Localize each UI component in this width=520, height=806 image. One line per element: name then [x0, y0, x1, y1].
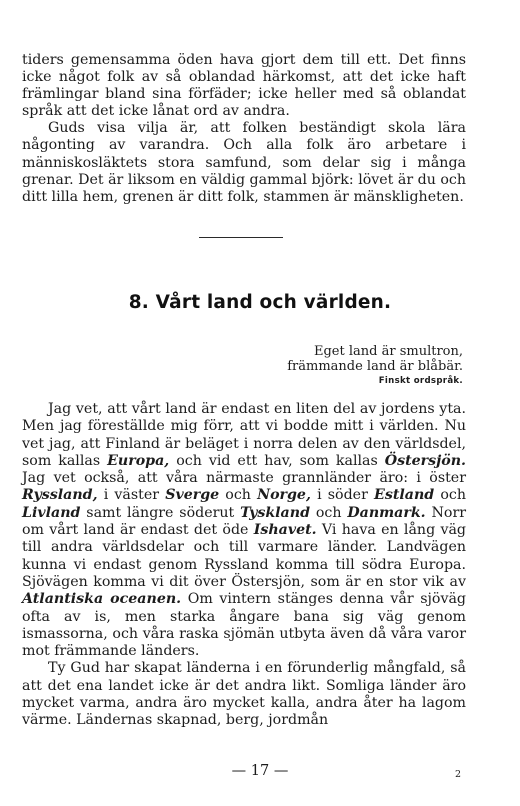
paragraph: Guds visa vilja är, att folken beständigt skola lära någonting av varandra. Och alla folk äro arbetare i människosläktets stora samfund, som delar sig i många grenar. Det är liksom en väldig gammal björk: lövet är du och ditt lilla hem, grenen är ditt folk, stammen är mänskligheten. — [22, 120, 467, 205]
chapter-heading: 8. Vårt land och världen. — [128, 292, 392, 313]
paragraph: Ty Gud har skapat länderna i en förunderlig mångfald, så att det ena landet icke är det andra likt. Somliga länder äro mycket varma, andra äro mycket kalla, andra åter ha lagom värme. Ländernas skapnad, berg, jordmån — [22, 660, 466, 729]
opening-text — [22, 52, 466, 206]
place-name: Estland — [374, 487, 435, 504]
paragraph — [22, 401, 466, 660]
place-name: Östersjön. — [384, 452, 466, 469]
place-name: Norge, — [257, 487, 311, 504]
text-run: Om vintern stänges denna vår sjöväg ofta av is, men starka ångare bana sig väg genom ismassorna, och våra raska sjömän utbyta även då våra varor mot främmande länders. — [22, 591, 466, 660]
epigraph-source: Finskt ordspråk. — [378, 376, 463, 386]
text-run: och — [434, 487, 467, 504]
text-run: samt längre söderut — [80, 504, 241, 521]
text-run: Jag vet också, att våra närmaste grannländer äro: i öster — [22, 470, 466, 487]
signature-mark: 2 — [455, 769, 462, 780]
text-run: Vi hava en lång väg till andra världsdelar och till varmare länder. Landvägen kunna vi endast genom Ryssland komma till södra Europa. Sjövägen komma vi dit över Östersjön, som är en stor vik av — [22, 522, 466, 590]
place-name: Ishavet. — [253, 522, 317, 539]
text-run: och — [219, 487, 258, 504]
epigraph-line: Eget land är smultron, — [314, 344, 463, 359]
text-run: Jag vet, att vårt land är endast en liten del av jordens yta. Men jag föreställde mig förr, att vi bodde mitt i världen. Nu vet jag, att Finland är beläget i norra delen av den världsdel, som kallas — [22, 401, 466, 469]
place-name: Ryssland, — [22, 487, 98, 504]
text-run: Norr om vårt land är endast det öde — [22, 504, 467, 539]
epigraph-line: främmande land är blåbär. — [287, 358, 463, 374]
page-number: — 17 — — [231, 763, 289, 779]
paragraph: tiders gemensamma öden hava gjort dem till ett. Det finns icke något folk av så oblandad härkomst, att det icke haft främlingar bland sina förfäder; icke heller med så oblandat språk att det icke lånat ord av andra. — [22, 52, 466, 120]
epigraph — [203, 345, 463, 389]
place-name: Danmark. — [347, 504, 426, 521]
text-run: och vid ett hav, som kallas — [169, 452, 385, 469]
place-name: Sverge — [165, 487, 220, 504]
text-run: i väster — [97, 487, 166, 504]
place-name: Europa, — [107, 452, 170, 469]
place-name: Livland — [22, 504, 81, 521]
text-run: och — [310, 504, 348, 521]
section-divider — [199, 237, 283, 238]
text-run: i söder — [310, 487, 375, 504]
chapter-text — [22, 401, 466, 730]
place-name: Atlantiska oceanen. — [22, 591, 182, 608]
place-name: Tyskland — [240, 504, 310, 521]
